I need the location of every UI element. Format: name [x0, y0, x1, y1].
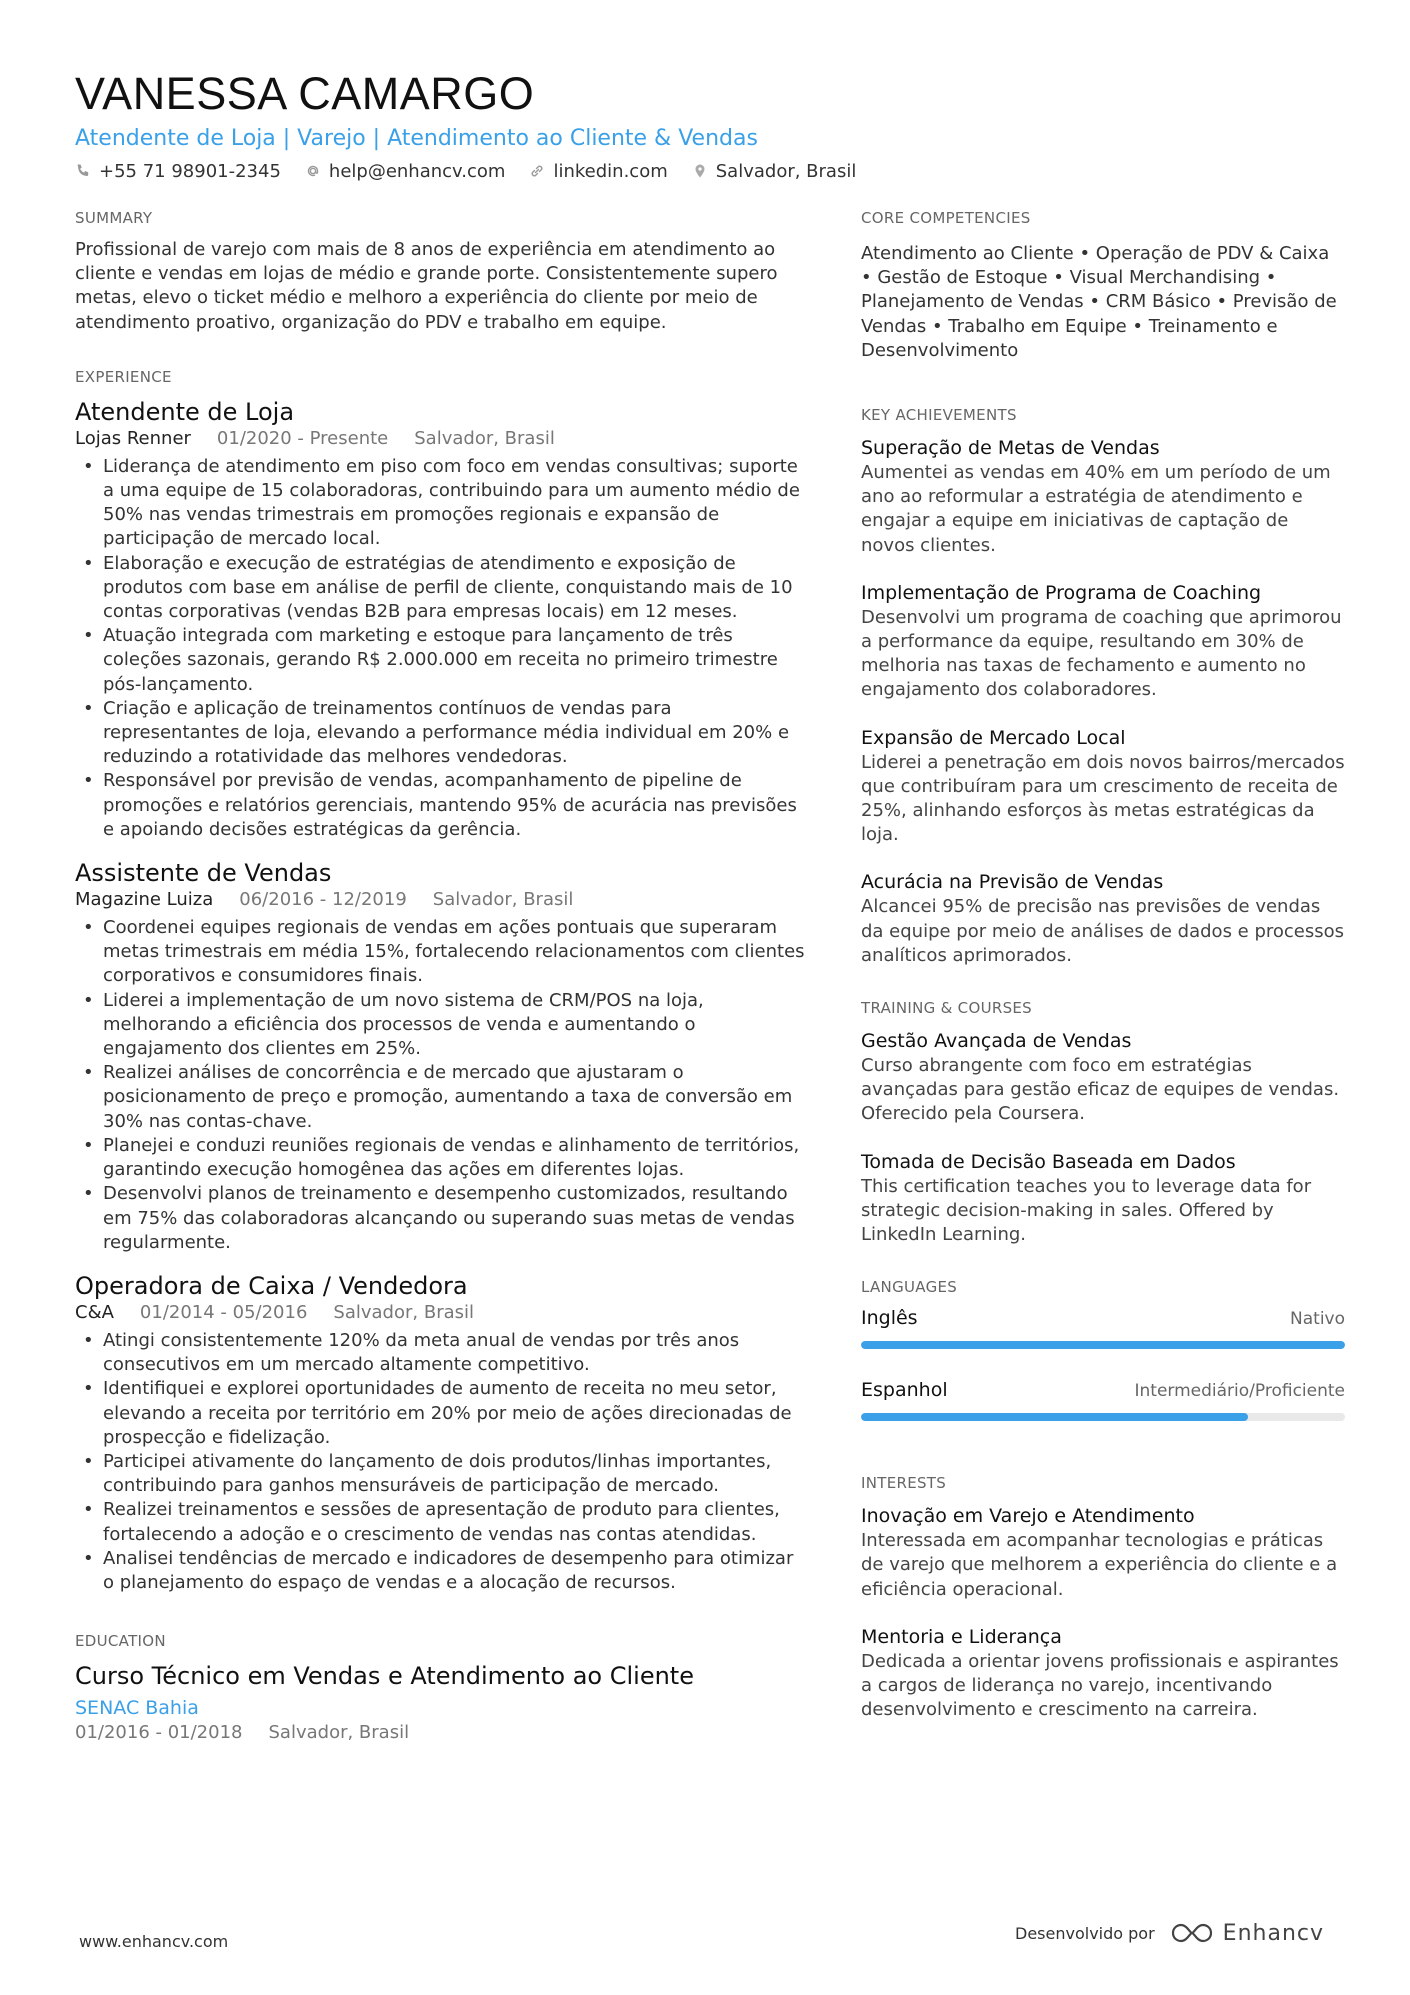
training-desc: This certification teaches you to leverage data for strategic decision-making in sales. Offered by LinkedIn Learning. — [861, 1175, 1312, 1246]
bullet-item: • Elaboração e execução de estratégias de atendimento e exposição de produtos com base em análise de perfil de cliente, conquistando mais de 10 contas corporativas (vendas B2B para empresas locais) em 12 meses. — [75, 552, 810, 625]
experience-heading: EXPERIENCE — [75, 367, 172, 386]
language-proficiency-bar — [861, 1341, 1345, 1349]
location-pin-icon — [692, 163, 708, 179]
language-item — [861, 1379, 1345, 1421]
job-bullets — [75, 1329, 810, 1595]
candidate-name: VANESSA CAMARGO — [75, 68, 535, 119]
job-dates: 01/2020 - Presente — [216, 427, 389, 449]
enhancv-logo-icon — [1169, 1920, 1215, 1946]
achievement-desc: Desenvolvi um programa de coaching que aprimorou a performance da equipe, resultando em 30% de melhoria nas taxas de fechamento e aumento no engajamento dos colaboradores. — [861, 606, 1342, 701]
training-item — [861, 1149, 1345, 1248]
job-company: C&A — [75, 1301, 114, 1323]
achievement-desc: Liderei a penetração em dois novos bairros/mercados que contribuíram para um crescimento de receita de 25%, alinhando esforços às metas estratégicas da loja. — [861, 751, 1345, 846]
achievement-title: Implementação de Programa de Coaching — [861, 581, 1262, 604]
summary-heading: SUMMARY — [75, 209, 153, 227]
interest-item — [861, 1503, 1345, 1602]
right-column — [861, 208, 1345, 1745]
interest-desc: Dedicada a orientar jovens profissionais e aspirantes a cargos de liderança no varejo, incentivando desenvolvimento e crescimento na carreira. — [861, 1650, 1339, 1721]
job-location: Salvador, Brasil — [414, 427, 555, 449]
location-text: Salvador, Brasil — [715, 160, 857, 182]
job-company: Lojas Renner — [75, 427, 191, 449]
bullet-item: • Atuação integrada com marketing e estoque para lançamento de três coleções sazonais, gerando R$ 2.000.000 em receita no primeiro trimestre pós-lançamento. — [75, 624, 810, 697]
training-title: Tomada de Decisão Baseada em Dados — [861, 1150, 1236, 1173]
training-item — [861, 1028, 1345, 1127]
education-degree: Curso Técnico em Vendas e Atendimento ao Cliente — [75, 1662, 694, 1691]
bullet-item: • Realizei treinamentos e sessões de apresentação de produto para clientes, fortalecendo a adoção e o crescimento de vendas nas contas atendidas. — [75, 1498, 810, 1546]
achievement-desc: Alcancei 95% de precisão nas previsões de vendas da equipe por meio de análises de dados e processos analíticos aprimorados. — [861, 896, 1345, 966]
interest-item — [861, 1624, 1345, 1723]
bullet-item: • Liderança de atendimento em piso com foco em vendas consultivas; suporte a uma equipe de 15 colaboradoras, contribuindo para um aumento médio de 50% nas vendas trimestrais em promoções regionais e expansão de participação de mercado local. — [75, 455, 810, 552]
linkedin-text: linkedin.com — [553, 160, 668, 182]
job-location: Salvador, Brasil — [333, 1301, 475, 1323]
job-dates: 01/2014 - 05/2016 — [139, 1301, 308, 1323]
interest-desc: Interessada em acompanhar tecnologias e práticas de varejo que melhorem a experiência do cliente e a eficiência operacional. — [861, 1530, 1338, 1600]
interest-title: Mentoria e Liderança — [861, 1625, 1062, 1648]
footer-branding[interactable] — [1015, 1920, 1324, 1946]
contact-phone[interactable] — [75, 161, 281, 182]
job-bullets — [75, 455, 810, 842]
proficiency-fill — [861, 1413, 1248, 1421]
bullet-item: • Atingi consistentemente 120% da meta anual de vendas por três anos consecutivos em um mercado altamente competitivo. — [75, 1329, 810, 1377]
language-name: Inglês — [861, 1307, 918, 1330]
bullet-item: • Liderei a implementação de um novo sistema de CRM/POS na loja, melhorando a eficiência dos processos de venda e aumentando o engajamento dos clientes em 25%. — [75, 989, 810, 1062]
contact-location — [692, 161, 857, 182]
language-level: Intermediário/Proficiente — [1134, 1381, 1345, 1402]
competencies-heading: CORE COMPETENCIES — [861, 209, 1031, 227]
achievement-title: Superação de Metas de Vendas — [861, 437, 1160, 460]
job-dates: 06/2016 - 12/2019 — [239, 889, 407, 911]
job-title: Atendente de Loja — [75, 397, 295, 426]
proficiency-fill — [861, 1341, 1345, 1349]
language-proficiency-bar — [861, 1413, 1345, 1421]
job-location: Salvador, Brasil — [432, 889, 574, 911]
language-name: Espanhol — [861, 1379, 948, 1402]
education-heading: EDUCATION — [75, 1632, 166, 1651]
headline: Atendente de Loja | Varejo | Atendimento ao Cliente & Vendas — [75, 126, 758, 151]
bullet-item: • Identifiquei e explorei oportunidades de aumento de receita no meu setor, elevando a receita por território em 20% por meio de ações direcionadas de prospecção e fidelização. — [75, 1377, 810, 1450]
training-desc: Curso abrangente com foco em estratégias avançadas para gestão eficaz de equipes de vendas. Oferecido pela Coursera. — [861, 1055, 1340, 1125]
language-level: Nativo — [1290, 1309, 1345, 1330]
achievement-title: Expansão de Mercado Local — [861, 726, 1126, 749]
job-title: Assistente de Vendas — [75, 859, 332, 888]
contact-linkedin[interactable] — [529, 161, 667, 182]
summary-text: Profissional de varejo com mais de 8 anos de experiência em atendimento ao cliente e vendas em lojas de médio e grande porte. Consistentemente supero metas, elevo o ticket médio e melhoro a experiência do cliente por meio de atendimento proativo, organização do PDV e trabalho em equipe. — [75, 239, 778, 333]
achievement-desc: Aumentei as vendas em 40% em um período de um ano ao reformular a estratégia de atendimento e engajar a equipe em iniciativas de captação de novos clientes. — [861, 462, 1331, 556]
job-entry — [75, 1271, 810, 1595]
link-icon — [529, 163, 545, 179]
bullet-item: • Analisei tendências de mercado e indicadores de desempenho para otimizar o planejamento do espaço de vendas e a alocação de recursos. — [75, 1547, 810, 1595]
footer-website[interactable]: www.enhancv.com — [79, 1932, 229, 1951]
bullet-item: • Criação e aplicação de treinamentos contínuos de vendas para representantes de loja, elevando a performance média individual em 20% e reduzindo a rotatividade das melhores vendedoras. — [75, 697, 810, 770]
languages-heading: LANGUAGES — [861, 1278, 958, 1297]
education-dates: 01/2016 - 01/2018 — [75, 1722, 243, 1744]
resume-page — [75, 66, 1345, 1744]
job-company: Magazine Luiza — [75, 889, 214, 911]
achievement-item — [861, 580, 1345, 703]
email-text: help@enhancv.com — [328, 160, 506, 182]
job-entry — [75, 397, 810, 842]
powered-by-text: Desenvolvido por — [1015, 1923, 1155, 1943]
achievement-item — [861, 869, 1345, 968]
bullet-item: • Coordenei equipes regionais de vendas em ações pontuais que superaram metas trimestrais em média 15%, fortalecendo relacionamentos com clientes corporativos e consumidores finais. — [75, 916, 810, 989]
education-location: Salvador, Brasil — [268, 1722, 410, 1744]
language-item — [861, 1307, 1345, 1349]
left-column — [75, 208, 810, 1745]
brand-name: Enhancv — [1222, 1920, 1324, 1946]
at-icon — [305, 163, 321, 179]
interest-title: Inovação em Varejo e Atendimento — [861, 1505, 1195, 1528]
phone-text: +55 71 98901-2345 — [99, 160, 281, 182]
bullet-item: • Participei ativamente do lançamento de dois produtos/linhas importantes, contribuindo para ganhos mensuráveis de participação de mercado. — [75, 1450, 810, 1498]
job-entry — [75, 858, 810, 1255]
achievement-item — [861, 435, 1345, 558]
interests-heading: INTERESTS — [861, 1474, 947, 1493]
bullet-item: • Realizei análises de concorrência e de mercado que ajustaram o posicionamento de preço e promoção, aumentando a taxa de conversão em 30% nas contas-chave. — [75, 1061, 810, 1134]
job-bullets — [75, 916, 810, 1255]
achievement-item — [861, 725, 1345, 848]
training-heading: TRAINING & COURSES — [861, 999, 1032, 1018]
training-title: Gestão Avançada de Vendas — [861, 1030, 1132, 1053]
competencies-text: Atendimento ao Cliente • Operação de PDV & Caixa • Gestão de Estoque • Visual Merchandising • Planejamento de Vendas • CRM Básico • Previsão de Vendas • Trabalho em Equipe • Treinamento e Desenvolvimento — [861, 243, 1337, 361]
bullet-item: • Desenvolvi planos de treinamento e desempenho customizados, resultando em 75% das colaboradoras alcançando ou superando suas metas de vendas regularmente. — [75, 1182, 810, 1255]
contact-bar — [75, 158, 1345, 184]
job-title: Operadora de Caixa / Vendedora — [75, 1271, 468, 1300]
phone-icon — [75, 163, 91, 179]
bullet-item: • Planejei e conduzi reuniões regionais de vendas e alinhamento de territórios, garantindo execução homogênea das ações em diferentes lojas. — [75, 1134, 810, 1182]
education-school: SENAC Bahia — [75, 1697, 199, 1720]
bullet-item: • Responsável por previsão de vendas, acompanhamento de pipeline de promoções e relatórios gerenciais, mantendo 95% de acurácia nas previsões e apoiando decisões estratégicas da gerência. — [75, 769, 810, 842]
contact-email[interactable] — [305, 161, 506, 182]
achievement-title: Acurácia na Previsão de Vendas — [861, 871, 1164, 894]
achievements-heading: KEY ACHIEVEMENTS — [861, 406, 1017, 425]
